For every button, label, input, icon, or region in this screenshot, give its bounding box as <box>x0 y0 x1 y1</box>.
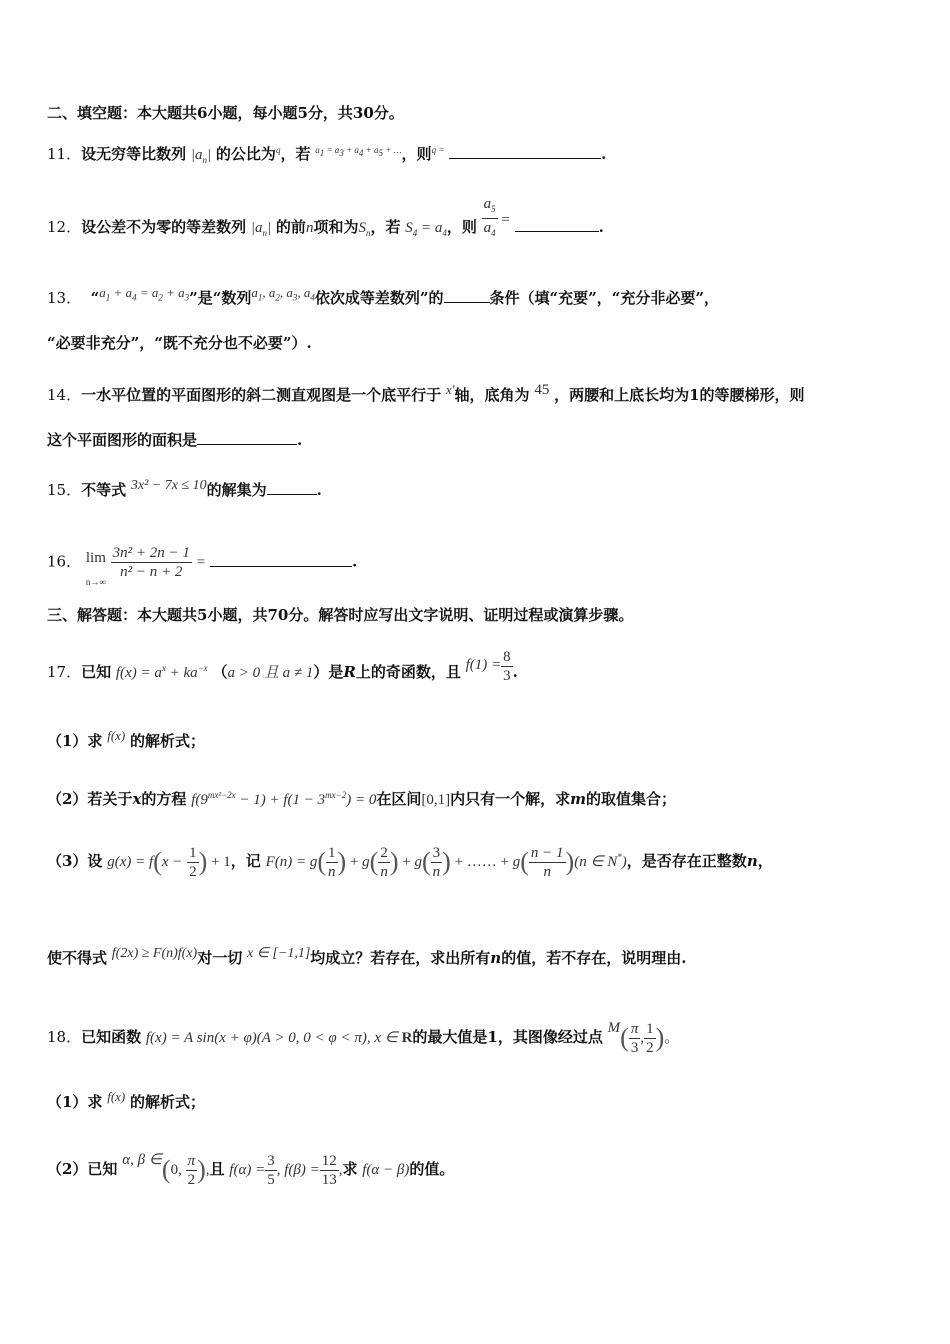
question-12: 12．设公差不为零的等差数列 $|a_n|$ 的前n项和为$S_n$，若 $S_4 = a_4$，则 $\frac{a_5}{a_4}$ = . <box>47 210 604 243</box>
question-17-part2: （2）若关于x的方程 $f(9^{mx^2-2x} - 1) + f(1 - 3^{mx-2}) = 0$在区间[0,1]内只有一个解，求m的取值集合； <box>47 790 677 808</box>
formula: $|a_n|$ <box>190 147 212 165</box>
answer-blank[interactable] <box>449 144 601 159</box>
question-17-part1: （1）求 $^{f(x)}$ 的解析式； <box>47 728 206 750</box>
question-14-line2: 这个平面图形的面积是 . <box>47 431 303 449</box>
formula: g(x) = f <box>107 854 154 870</box>
formula: f(2x) ≥ F(n)f(x) <box>111 946 198 961</box>
question-17-part3: （3）设 g(x) = f(x − $\frac{1}{2}$ ) + 1，记 F(n) = g( $\frac{1}{n}$ ) + g( $\frac{2}{n}$ ) + g( $\frac{3}{n}$ ) + …… + g( $\frac{n - 1}{n}$ )(n ∈ N*)，是否存在正整数n， <box>47 844 773 880</box>
formula-fraction: $\frac{\text{3n² + 2n − 1}}{\text{n² − n + 2}}$ <box>112 545 190 580</box>
answer-blank[interactable] <box>267 480 317 495</box>
question-13-line2: “必要非充分”，“既不充分也不必要”）. <box>47 334 312 352</box>
formula-fraction: $\frac{a_5}{a_4}$ <box>483 195 496 238</box>
formula-fraction: $\frac{8}{3}$ <box>503 648 511 684</box>
formula: $|a_n|$ <box>250 220 272 238</box>
formula-limit: lim n→∞ <box>85 550 106 587</box>
section-heading-solve: 三、解答题：本大题共5小题，共70分。解答时应写出文字说明、证明过程或演算步骤。 <box>47 606 634 624</box>
answer-blank[interactable] <box>515 217 599 232</box>
question-15: 15．不等式 $^{3x^2 - 7x \le 10}$的解集为 . <box>47 478 322 499</box>
question-16: 16． lim n→∞ $\frac{\text{3n² + 2n − 1}}{\text{n² − n + 2}}$ = . <box>47 538 357 587</box>
question-14: 14．一水平位置的平面图形的斜二测直观图是一个底平行于 $^{x'}$轴，底角为 $^{45}$ ，两腰和上底长均为1的等腰梯形，则 <box>47 382 805 404</box>
section-heading-fill-in: 二、填空题：本大题共6小题，每小题5分，共30分。 <box>47 104 404 122</box>
question-18-part1: （1）求 $^{f(x)}$ 的解析式； <box>47 1089 206 1111</box>
answer-blank[interactable] <box>210 552 352 567</box>
formula: $f(9^{mx^2-2x} - 1) + f(1 - 3^{mx-2}) = 0$ <box>191 790 377 808</box>
formula: F(n) = g <box>265 854 318 870</box>
formula: α, β ∈ <box>122 1152 162 1168</box>
formula: $S_4 = a_4$ <box>405 220 447 238</box>
answer-blank[interactable] <box>444 288 490 303</box>
question-13: 13． “$^{a_1 + a_4 = a_2 + a_3}$”是“数列$^{a_1, a_2, a_3, a_4}$依次成等差数列”的 条件（填“充要”，“充分非必要”， <box>47 285 720 307</box>
question-11: 11．设无穷等比数列 $|a_n|$ 的公比为$^q$，若 $^{a_1 = a_3 + a_4 + a_5 + \dots}$，则$^{q =}$ . <box>47 145 607 165</box>
question-18: 18．已知函数 f(x) = A sin(x + φ)(A > 0, 0 < φ < π), x ∈ R的最大值是1，其图像经过点 M( $\frac{\pi}{3}$ , $\frac{1}{2}$ )。 <box>47 1020 680 1056</box>
question-17-part3-line2: 使不得式 $^{f(2x) \ge F(n)f(x)}$对一切 $^{x \in [-1,1]}$均成立？若存在，求出所有n的值，若不存在，说明理由. <box>47 946 687 967</box>
formula: f(x) = A sin(x + φ)(A > 0, 0 < φ < π), x ∈ R <box>145 1030 413 1046</box>
formula: a1 + a4 = a2 + a3 <box>99 285 190 303</box>
answer-blank[interactable] <box>197 430 297 445</box>
formula: 3x² − 7x ≤ 10 <box>130 478 207 493</box>
question-18-part2: （2）已知 α, β ∈(0, $\frac{\pi}{2}$ ),且 f(α) = $\frac{3}{5}$ , f(β) = $\frac{12}{13}$ ,求 f(α − β)的值。 <box>47 1152 455 1188</box>
formula: a1 = a3 + a4 + a5 + … <box>315 145 402 158</box>
question-number: 11． <box>47 145 82 163</box>
question-17: 17．已知 $f(x) = a^x + ka^{-x}$ （a > 0 且 a ≠ 1）是R上的奇函数，且 f(1) = $\frac{8}{3}$ . <box>47 648 518 684</box>
formula: $f(x) = a^x + ka^{-x}$ <box>115 663 208 681</box>
